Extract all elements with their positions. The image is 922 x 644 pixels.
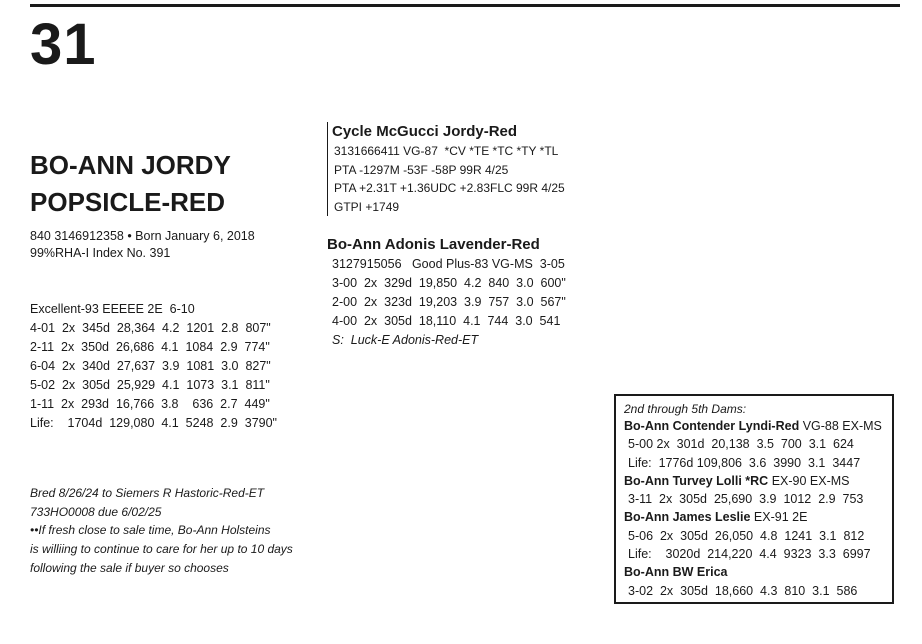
- animal-identification: [30, 228, 255, 262]
- breed-index-line: 99%RHA-I Index No. 391: [30, 246, 171, 260]
- record-line: 1-11 2x 293d 16,766 3.8 636 2.7 449": [30, 397, 270, 411]
- dam-name: Bo-Ann Adonis Lavender-Red: [327, 236, 540, 253]
- animal-name: [30, 147, 231, 221]
- record-line: 5-02 2x 305d 25,929 4.1 1073 3.1 811": [30, 378, 270, 392]
- dam-entry-name-text: Bo-Ann Turvey Lolli *RC: [624, 473, 769, 488]
- record-line: 6-04 2x 340d 27,637 3.9 1081 3.0 827": [30, 359, 271, 373]
- extended-dams-box: [614, 394, 894, 604]
- care-note-line: following the sale if buyer so chooses: [30, 560, 229, 575]
- dam-entry-record: Life: 1776d 109,806 3.6 3990 3.1 3447: [628, 455, 861, 470]
- sire-info-line: 3131666411 VG-87 *CV *TE *TC *TY *TL: [334, 144, 559, 158]
- classification-line: Excellent-93 EEEEE 2E 6-10: [30, 302, 195, 316]
- record-line: 2-11 2x 350d 26,686 4.1 1084 2.9 774": [30, 340, 270, 354]
- record-line: 4-01 2x 345d 28,364 4.2 1201 2.8 807": [30, 321, 271, 335]
- dam-record-line: 4-00 2x 305d 18,110 4.1 744 3.0 541: [332, 314, 561, 328]
- dam-entry-class: VG-88 EX-MS: [799, 419, 882, 433]
- dam-record-line: 3-00 2x 329d 19,850 4.2 840 3.0 600": [332, 276, 566, 290]
- dam-entry-name: [624, 508, 892, 526]
- dam-block: [327, 235, 566, 350]
- dam-entry-class: EX-91 2E: [750, 510, 808, 525]
- animal-name-line2: POPSICLE-RED: [30, 187, 226, 217]
- production-records: [30, 300, 277, 433]
- dam-entry-name: [624, 417, 892, 435]
- dam-record-line: 2-00 2x 323d 19,203 3.9 757 3.0 567": [332, 295, 566, 309]
- dams-box-title: 2nd through 5th Dams:: [624, 402, 747, 416]
- lifetime-record-line: Life: 1704d 129,080 4.1 5248 2.9 3790": [30, 416, 277, 430]
- dam-entry-class: EX-90 EX-MS: [768, 473, 850, 488]
- care-note-line: ••If fresh close to sale time, Bo-Ann Holsteins: [30, 523, 271, 538]
- sire-block: [327, 122, 565, 216]
- dam-entry-record: 5-06 2x 305d 26,050 4.8 1241 3.1 812: [628, 528, 865, 543]
- lot-number: 31: [30, 12, 97, 77]
- breeding-notes: [30, 484, 293, 578]
- dam-entry-record: 3-11 2x 305d 25,690 3.9 1012 2.9 753: [628, 492, 864, 507]
- dam-entry-record: Life: 3020d 214,220 4.4 9323 3.3 6997: [628, 547, 871, 562]
- dam-entry-name-text: Bo-Ann Contender Lyndi-Red: [624, 419, 800, 433]
- dam-info-line: 3127915056 Good Plus-83 VG-MS 3-05: [332, 257, 565, 271]
- bred-to-line: Bred 8/26/24 to Siemers R Hastoric-Red-ET: [30, 486, 265, 500]
- dam-entry-name: [624, 563, 892, 581]
- dam-sire-line: S: Luck-E Adonis-Red-ET: [332, 333, 479, 347]
- sire-name: Cycle McGucci Jordy-Red: [332, 123, 518, 140]
- sire-info-line: PTA -1297M -53F -58P 99R 4/25: [334, 162, 509, 177]
- service-due-line: 733HO0008 due 6/02/25: [30, 504, 162, 519]
- animal-name-line1: BO-ANN JORDY: [30, 150, 231, 180]
- registration-birth-line: 840 3146912358 • Born January 6, 2018: [30, 229, 255, 243]
- dam-entry-name-text: Bo-Ann BW Erica: [624, 565, 728, 580]
- sire-info-line: GTPI +1749: [334, 199, 400, 214]
- care-note-line: is williing to continue to care for her up to 10 days: [30, 542, 293, 557]
- dam-entry-name: [624, 472, 892, 490]
- dam-entry-record: 3-02 2x 305d 18,660 4.3 810 3.1 586: [628, 583, 858, 598]
- sire-info-line: PTA +2.31T +1.36UDC +2.83FLC 99R 4/25: [334, 181, 565, 195]
- dam-entry-record: 5-00 2x 301d 20,138 3.5 700 3.1 624: [628, 437, 854, 452]
- dam-entry-name-text: Bo-Ann James Leslie: [624, 510, 751, 525]
- top-rule: [30, 4, 900, 7]
